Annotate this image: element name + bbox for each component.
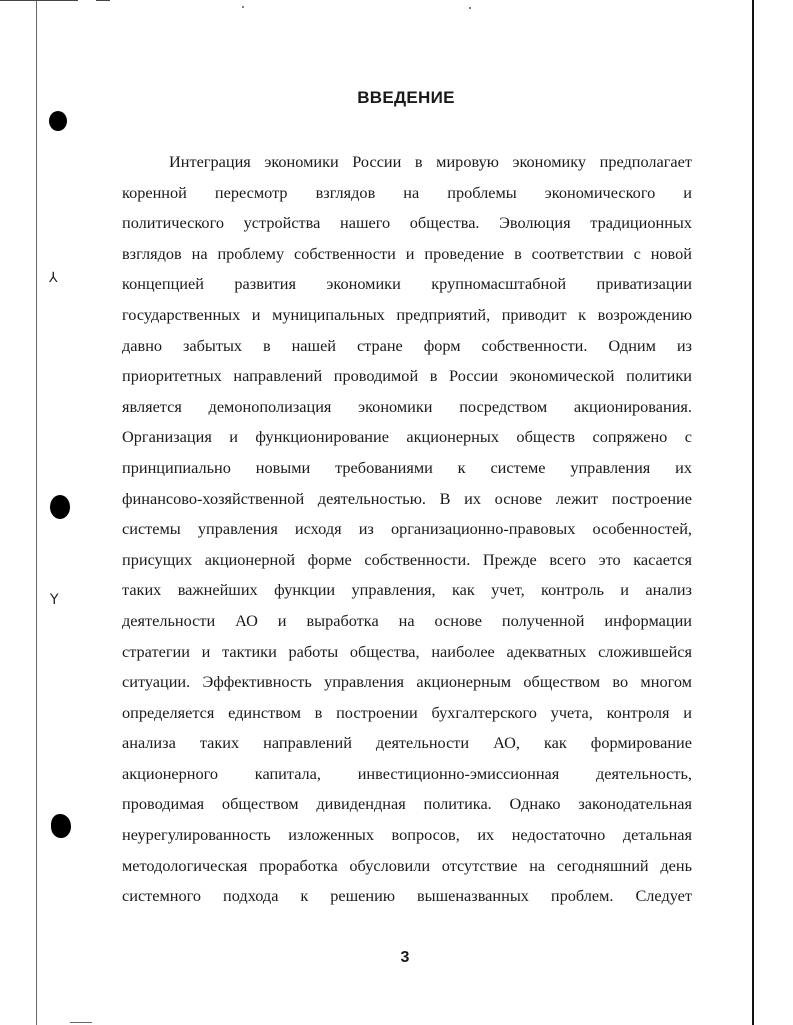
text-line: концепцией развития экономики крупномасштабной приватизации xyxy=(122,274,692,294)
text-line: стратегии и тактики работы общества, наиболее адекватных сложившейся xyxy=(122,641,692,661)
margin-mark: ⅄ xyxy=(49,270,58,286)
text-line: методологическая проработка обусловили отсутствие на сегодняшний день xyxy=(122,855,692,875)
text-line: таких важнейших функции управления, как учет, контроль и анализ xyxy=(122,580,692,600)
text-line: давно забытых в нашей стране форм собственности. Одним из xyxy=(122,335,692,355)
scan-artifact-top-line xyxy=(0,0,78,1)
text-line: проводимая обществом дивидендная политика. Однако законодательная xyxy=(122,794,692,814)
text-line: приоритетных направлений проводимой в России экономической политики xyxy=(122,366,692,386)
text-line: финансово-хозяйственной деятельностью. В их основе лежит построение xyxy=(122,488,692,508)
text-line: системного подхода к решению вышеназванных проблем. Следует xyxy=(122,886,692,906)
text-line: деятельности АО и выработка на основе полученной информации xyxy=(122,610,692,630)
text-line: коренной пересмотр взглядов на проблемы экономического и xyxy=(122,182,692,202)
page-number: 3 xyxy=(400,949,410,966)
text-line: присущих акционерной форме собственности. Прежде всего это касается xyxy=(122,549,692,569)
text-line: принципиально новыми требованиями к системе управления их xyxy=(122,457,692,477)
text-line: политического устройства нашего общества. Эволюция традиционных xyxy=(122,213,692,233)
scan-page-edge-right xyxy=(752,0,754,1025)
scan-artifact-dot xyxy=(242,6,244,8)
margin-mark: Y xyxy=(50,592,59,608)
text-line: ситуации. Эффективность управления акционерным обществом во многом xyxy=(122,672,692,692)
text-line: Интеграция экономики России в мировую экономику предполагает xyxy=(169,152,692,171)
text-line: государственных и муниципальных предприятий, приводит к возрождению xyxy=(122,304,692,324)
scan-artifact-bottom-dash xyxy=(70,1022,92,1023)
punch-hole-top xyxy=(49,111,67,131)
body-text xyxy=(122,147,692,912)
scan-artifact-dot xyxy=(469,7,471,9)
punch-hole-bottom xyxy=(51,814,71,838)
text-line: акционерного капитала, инвестиционно-эмиссионная деятельность, xyxy=(122,763,692,783)
text-line: Организация и функционирование акционерных обществ сопряжено с xyxy=(122,427,692,447)
page-title: ВВЕДЕНИЕ xyxy=(357,88,455,107)
text-line: анализа таких направлений деятельности АО, как формирование xyxy=(122,733,692,753)
scan-artifact-top-dash xyxy=(96,0,110,1)
punch-hole-middle xyxy=(50,495,70,519)
text-line: является демонополизация экономики посредством акционирования. xyxy=(122,396,692,416)
text-line: системы управления исходя из организационно-правовых особенностей, xyxy=(122,519,692,539)
text-line: неурегулированность изложенных вопросов, их недостаточно детальная xyxy=(122,825,692,845)
text-line: взглядов на проблему собственности и проведение в соответствии с новой xyxy=(122,243,692,263)
text-line: определяется единством в построении бухгалтерского учета, контроля и xyxy=(122,702,692,722)
scan-page-edge-left xyxy=(36,0,37,1025)
